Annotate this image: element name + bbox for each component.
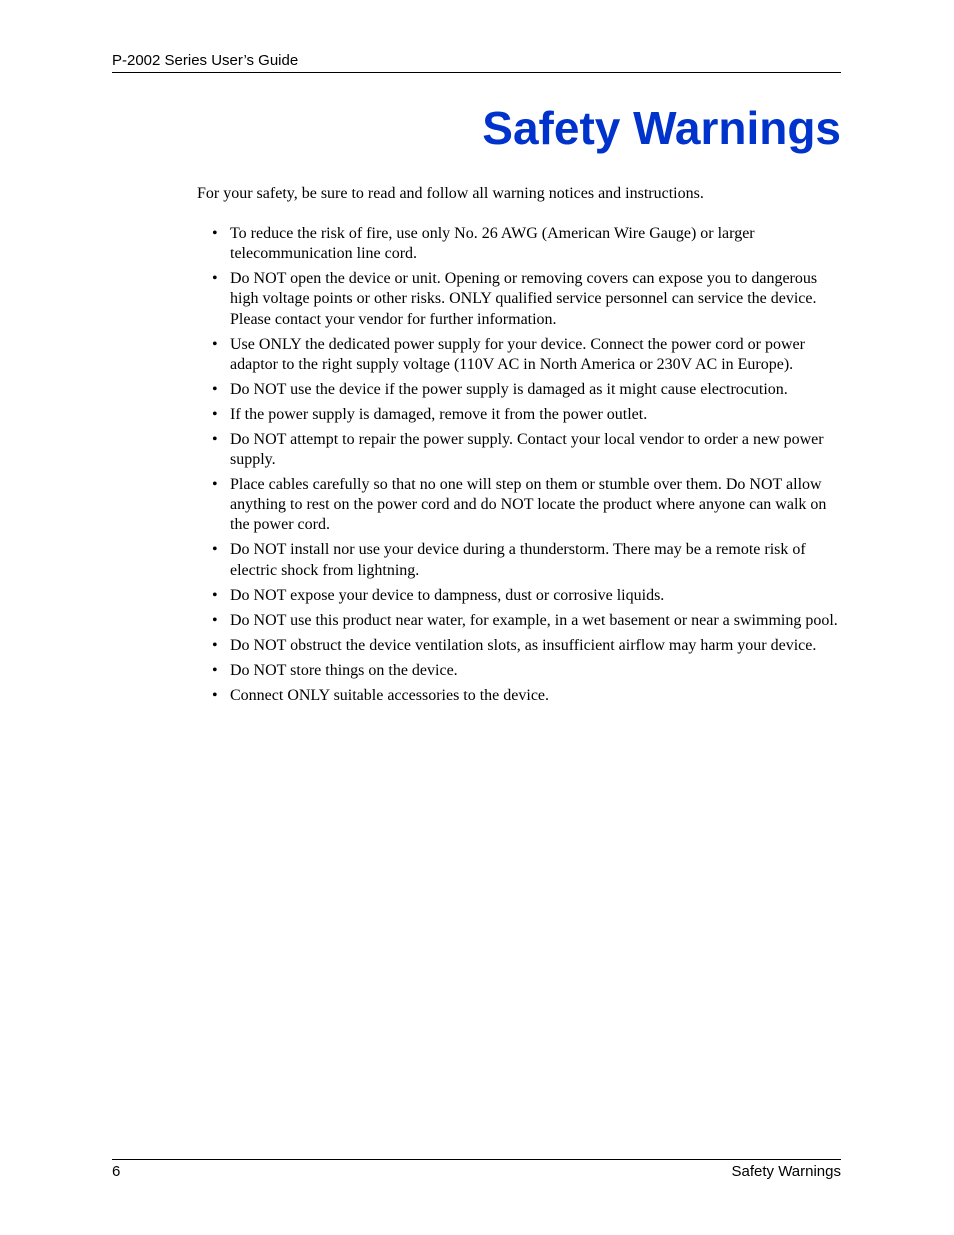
safety-warnings-list (212, 224, 841, 711)
bullet-icon: • (212, 430, 218, 448)
warning-item-fire-risk (212, 224, 841, 264)
warning-text: Use ONLY the dedicated power supply for your device. Connect the power cord or power adaptor to the right supply voltage (110V AC in North America or 230V AC in Europe). (230, 335, 805, 373)
bullet-icon: • (212, 541, 218, 559)
running-header (112, 52, 841, 73)
warning-item-repair (212, 430, 841, 470)
warning-text: Place cables carefully so that no one will step on them or stumble over them. Do NOT allow anything to rest on the power cord and do NOT locate the product where anyone can walk on the power cord. (230, 476, 827, 534)
warning-text: Do NOT attempt to repair the power supply. Contact your local vendor to order a new power supply. (230, 430, 824, 469)
warning-text: Do NOT store things on the device. (230, 661, 458, 679)
warning-item-dampness (212, 586, 841, 606)
intro-paragraph: For your safety, be sure to read and follow all warning notices and instructions. (197, 185, 704, 202)
warning-text: Do NOT use this product near water, for example, in a wet basement or near a swimming pool. (230, 611, 838, 629)
running-footer (112, 1159, 841, 1184)
bullet-icon: • (212, 270, 218, 288)
guide-title: P-2002 Series User’s Guide (112, 52, 299, 69)
bullet-icon: • (212, 335, 218, 353)
warning-text: Connect ONLY suitable accessories to the device. (230, 686, 550, 704)
warning-text: If the power supply is damaged, remove it from the power outlet. (230, 405, 648, 423)
warning-item-water (212, 611, 841, 631)
bullet-icon: • (212, 476, 218, 494)
bullet-icon: • (212, 686, 218, 704)
warning-item-remove-supply (212, 405, 841, 425)
warning-text: Do NOT obstruct the device ventilation slots, as insufficient airflow may harm your device. (230, 636, 817, 654)
warning-text: Do NOT expose your device to dampness, dust or corrosive liquids. (230, 586, 665, 604)
warning-item-do-not-open (212, 269, 841, 330)
warning-item-cables (212, 475, 841, 536)
page-number: 6 (112, 1163, 121, 1180)
warning-item-thunderstorm (212, 540, 841, 580)
warning-text: Do NOT install nor use your device during a thunderstorm. There may be a remote risk of electric shock from lightning. (230, 541, 806, 579)
bullet-icon: • (212, 405, 218, 423)
bullet-icon: • (212, 611, 218, 629)
warning-item-accessories (212, 686, 841, 706)
page-title: Safety Warnings (482, 102, 841, 154)
bullet-icon: • (212, 225, 218, 242)
warning-text: To reduce the risk of fire, use only No. 26 AWG (American Wire Gauge) or larger telecommunication line cord. (230, 225, 755, 263)
bullet-icon: • (212, 636, 218, 654)
warning-item-damaged-supply (212, 380, 841, 400)
bullet-icon: • (212, 380, 218, 398)
footer-section-name: Safety Warnings (731, 1163, 841, 1180)
warning-text: Do NOT open the device or unit. Opening or removing covers can expose you to dangerous high voltage points or other risks. ONLY qualified service personnel can service the device. Please contact your vendor for further information. (230, 270, 818, 328)
bullet-icon: • (212, 661, 218, 679)
warning-item-power-supply (212, 335, 841, 375)
bullet-icon: • (212, 586, 218, 604)
warning-item-store-things (212, 661, 841, 681)
warning-item-ventilation (212, 636, 841, 656)
warning-text: Do NOT use the device if the power supply is damaged as it might cause electrocution. (230, 380, 788, 398)
